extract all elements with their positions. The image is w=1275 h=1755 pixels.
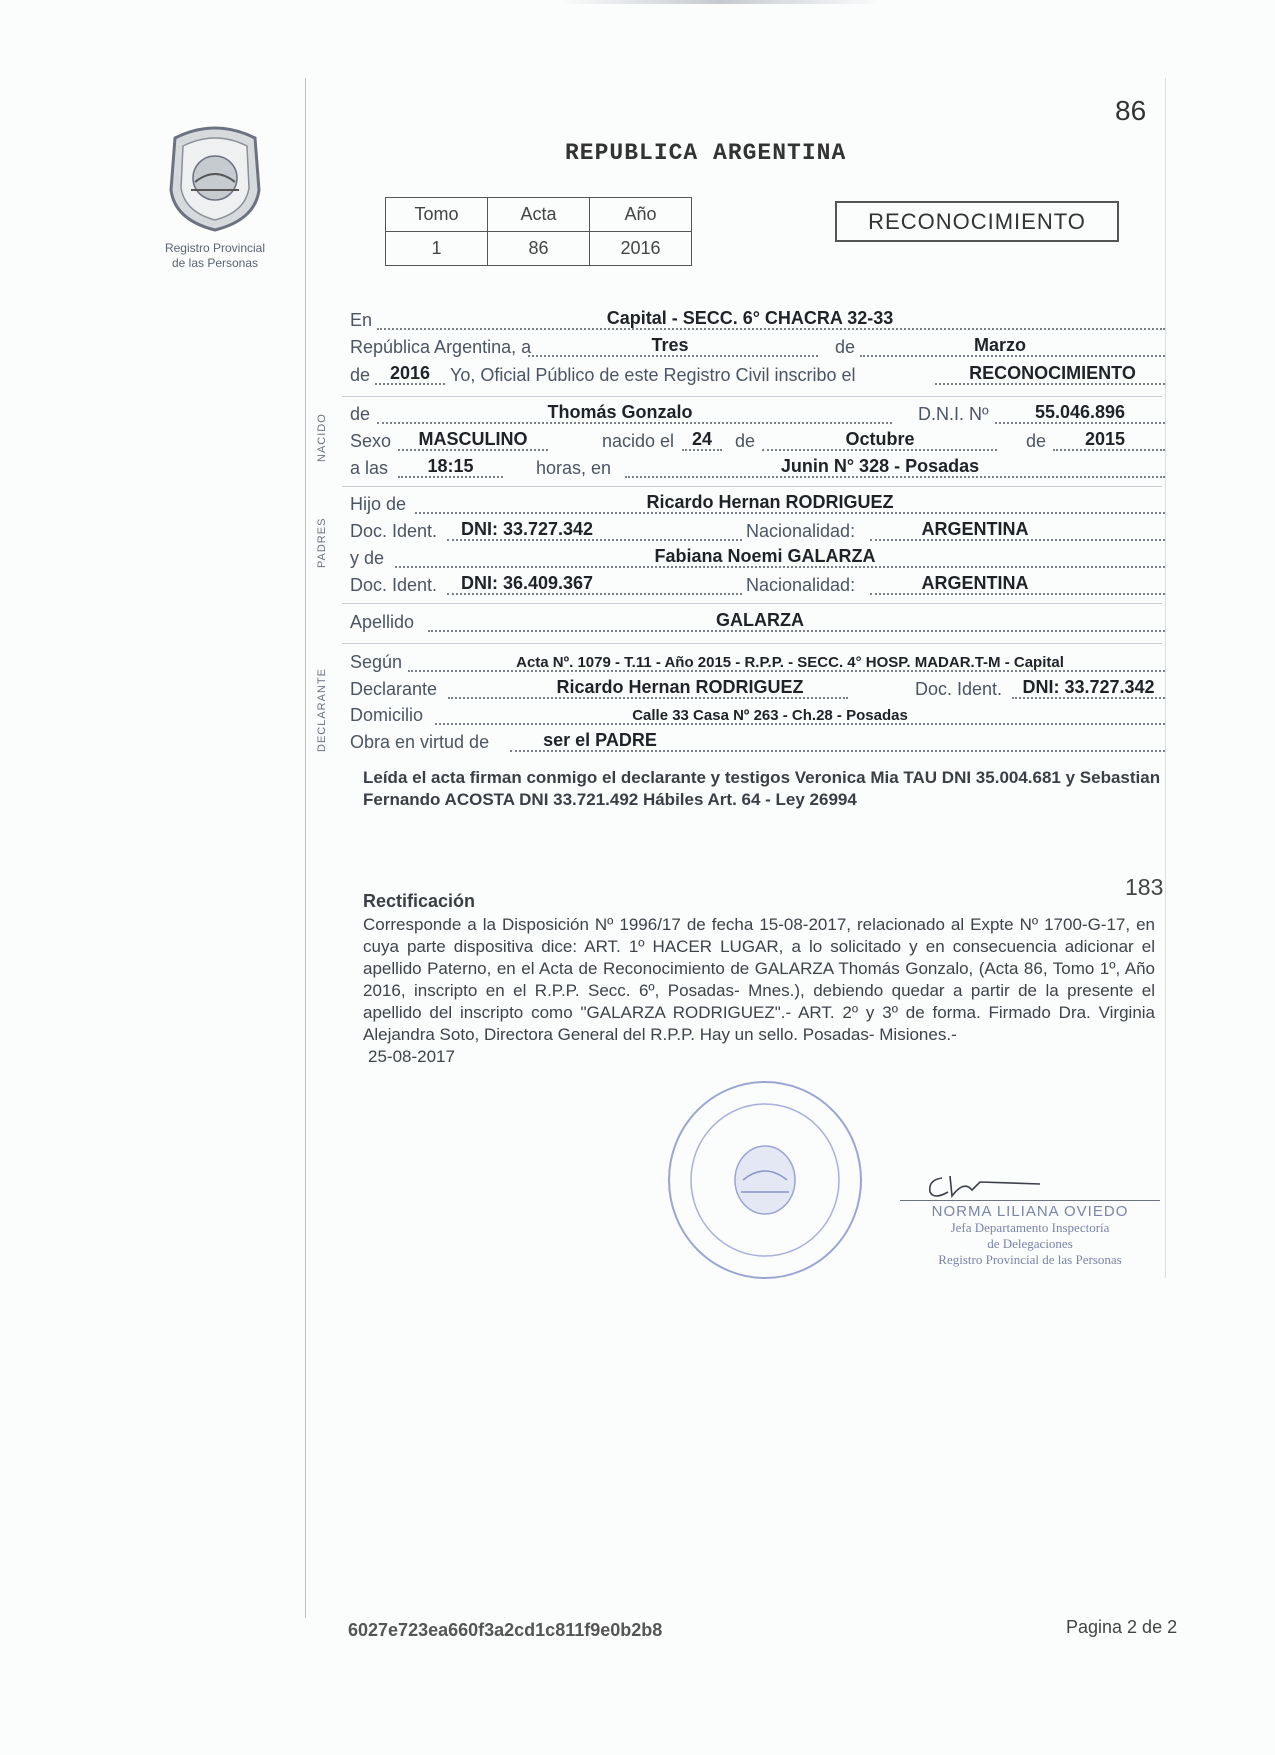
registry-table-value-row (386, 232, 692, 266)
value-birth-month: Octubre (845, 429, 915, 449)
row-mother-doc (350, 573, 1165, 599)
row-hour (350, 456, 1165, 482)
signature-line2: de Delegaciones (987, 1236, 1073, 1251)
signature-line1: Jefa Departamento Inspectoría (950, 1220, 1110, 1235)
right-margin-line (1165, 78, 1166, 1278)
value-mother-nat: ARGENTINA (921, 573, 1029, 593)
label-horas-en: horas, en (536, 458, 612, 478)
registry-value-ano: 2016 (590, 232, 692, 266)
logo-label-line2: de las Personas (171, 256, 259, 270)
value-domicilio: Calle 33 Casa Nº 263 - Ch.28 - Posadas (632, 707, 908, 724)
separator (342, 603, 1162, 604)
closing-paragraph: Leída el acta firman conmigo el declarante y testigos Veronica Mia TAU DNI 35.004.681 y Sebastian Fernando ACOSTA DNI 33.721.492 Hábiles Art. 64 - Ley 26994 (363, 768, 1161, 809)
registry-logo (140, 120, 290, 275)
registry-header-acta: Acta (488, 198, 590, 232)
value-father: Ricardo Hernan RODRIGUEZ (646, 492, 894, 512)
label-de-month: de (835, 337, 856, 357)
value-child-name: Thomás Gonzalo (547, 402, 693, 422)
label-obra: Obra en virtud de (350, 732, 490, 752)
side-label-declarante: DECLARANTE (316, 668, 328, 752)
row-obra (350, 730, 1165, 756)
margin-line (305, 78, 306, 1618)
registry-value-tomo: 1 (386, 232, 488, 266)
value-inscribe: RECONOCIMIENTO (969, 363, 1136, 383)
value-place: Junin N° 328 - Posadas (780, 456, 980, 476)
label-father-doc: Doc. Ident. (350, 521, 438, 541)
document-hash: 6027e723ea660f3a2cd1c811f9e0b2b8 (348, 1620, 663, 1640)
value-obra: ser el PADRE (543, 730, 657, 750)
marginal-number: 183 (1125, 874, 1164, 900)
separator (342, 643, 1162, 644)
registry-header-ano: Año (590, 198, 692, 232)
label-a-las: a las (350, 458, 389, 478)
separator (342, 486, 1162, 487)
logo-label-line1: Registro Provincial (164, 241, 266, 255)
value-declarante-doc: DNI: 33.727.342 (1022, 677, 1155, 697)
label-dni: D.N.I. Nº (918, 404, 989, 424)
rectificacion-date: 25-08-2017 (368, 1047, 455, 1066)
pagination: Pagina 2 de 2 (1066, 1617, 1178, 1637)
signature-line3: Registro Provincial de las Personas (938, 1252, 1122, 1267)
value-segun: Acta Nº. 1079 - T.11 - Año 2015 - R.P.P. - SECC. 4° HOSP. MADAR.T-M - Capital (516, 654, 1064, 671)
rectificacion-title: Rectificación (363, 891, 476, 911)
value-month: Marzo (973, 335, 1026, 355)
value-hour: 18:15 (427, 456, 474, 476)
registry-header-tomo: Tomo (386, 198, 488, 232)
row-father (350, 492, 1165, 518)
label-sexo: Sexo (350, 431, 392, 451)
value-father-doc: DNI: 33.727.342 (460, 519, 594, 539)
officer-text: Yo, Oficial Público de este Registro Civil inscribo el (450, 365, 856, 385)
value-mother: Fabiana Noemi GALARZA (654, 546, 876, 566)
value-father-nat: ARGENTINA (921, 519, 1029, 539)
label-declarante-doc: Doc. Ident. (915, 679, 1003, 699)
separator (342, 396, 1162, 397)
row-segun (350, 650, 1165, 676)
label-mother-doc: Doc. Ident. (350, 575, 438, 595)
label-birth-de2: de (1026, 431, 1047, 451)
side-label-nacido: NACIDO (316, 413, 328, 462)
page-number: 86 (1115, 95, 1147, 126)
row-en (350, 308, 1165, 334)
value-year: 2016 (389, 363, 431, 383)
provincia-misiones-seal-icon (155, 120, 275, 232)
registry-table (385, 197, 692, 266)
row-year-officer (350, 363, 1165, 389)
row-mother (350, 546, 1165, 572)
label-hijo-de: Hijo de (350, 494, 407, 514)
value-apellido: GALARZA (716, 610, 804, 630)
value-mother-doc: DNI: 36.409.367 (460, 573, 594, 593)
label-domicilio: Domicilio (350, 705, 424, 725)
label-segun: Según (350, 652, 403, 672)
label-birth-de: de (735, 431, 756, 451)
page-title: REPUBLICA ARGENTINA (565, 140, 847, 166)
label-nacido: nacido el (602, 431, 675, 451)
label-father-nat: Nacionalidad: (746, 521, 856, 541)
act-type-box: RECONOCIMIENTO (835, 201, 1119, 242)
rectificacion-body (363, 914, 1155, 1068)
label-apellido: Apellido (350, 612, 415, 632)
value-day: Tres (651, 335, 689, 355)
value-sexo: MASCULINO (418, 429, 528, 449)
row-domicilio (350, 703, 1165, 729)
label-declarante: Declarante (350, 679, 438, 699)
value-birth-year: 2015 (1084, 429, 1126, 449)
value-en: Capital - SECC. 6° CHACRA 32-33 (606, 308, 894, 328)
label-republica: República Argentina, a (350, 337, 532, 357)
official-stamp-icon (665, 1080, 865, 1280)
row-sexo (350, 429, 1165, 455)
row-father-doc (350, 519, 1165, 545)
label-child-de: de (350, 404, 371, 424)
side-label-padres: PADRES (316, 517, 328, 568)
label-mother-nat: Nacionalidad: (746, 575, 856, 595)
row-declarante (350, 677, 1165, 703)
value-dni: 55.046.896 (1034, 402, 1126, 422)
signature-block (900, 1170, 1160, 1268)
value-birth-day: 24 (691, 429, 713, 449)
handwritten-signature-icon (920, 1170, 1040, 1202)
value-declarante: Ricardo Hernan RODRIGUEZ (556, 677, 804, 697)
row-child (350, 402, 1165, 428)
label-en: En (350, 310, 373, 330)
rectificacion-text: Corresponde a la Disposición Nº 1996/17 de fecha 15-08-2017, relacionado al Expte Nº 1700-G-17, en cuya parte dispositiva dice: ART. 1º HACER LUGAR, a lo solicitado y en consecuencia adicionar el apellido Paterno, en el Acta de Reconocimiento de GALARZA Thomás Gonzalo, (Acta 86, Tomo 1º, Año 2016, inscripto en el R.P.P. Secc. 6º, Posadas- Mnes.), debiendo quedar a partir de la presente el apellido del inscripto como "GALARZA RODRIGUEZ".- ART. 2º y 3º de forma. Firmado Dra. Virginia Alejandra Soto, Directora General del R.P.P. Hay un sello. Posadas- Misiones.- (363, 915, 1155, 1044)
label-de-year: de (350, 365, 371, 385)
row-republica (350, 335, 1165, 361)
registry-value-acta: 86 (488, 232, 590, 266)
registry-table-header-row (386, 198, 692, 232)
scan-mark (560, 0, 880, 4)
row-apellido (350, 610, 1165, 636)
signature-name: NORMA LILIANA OVIEDO (900, 1200, 1160, 1220)
label-y-de: y de (350, 548, 385, 568)
